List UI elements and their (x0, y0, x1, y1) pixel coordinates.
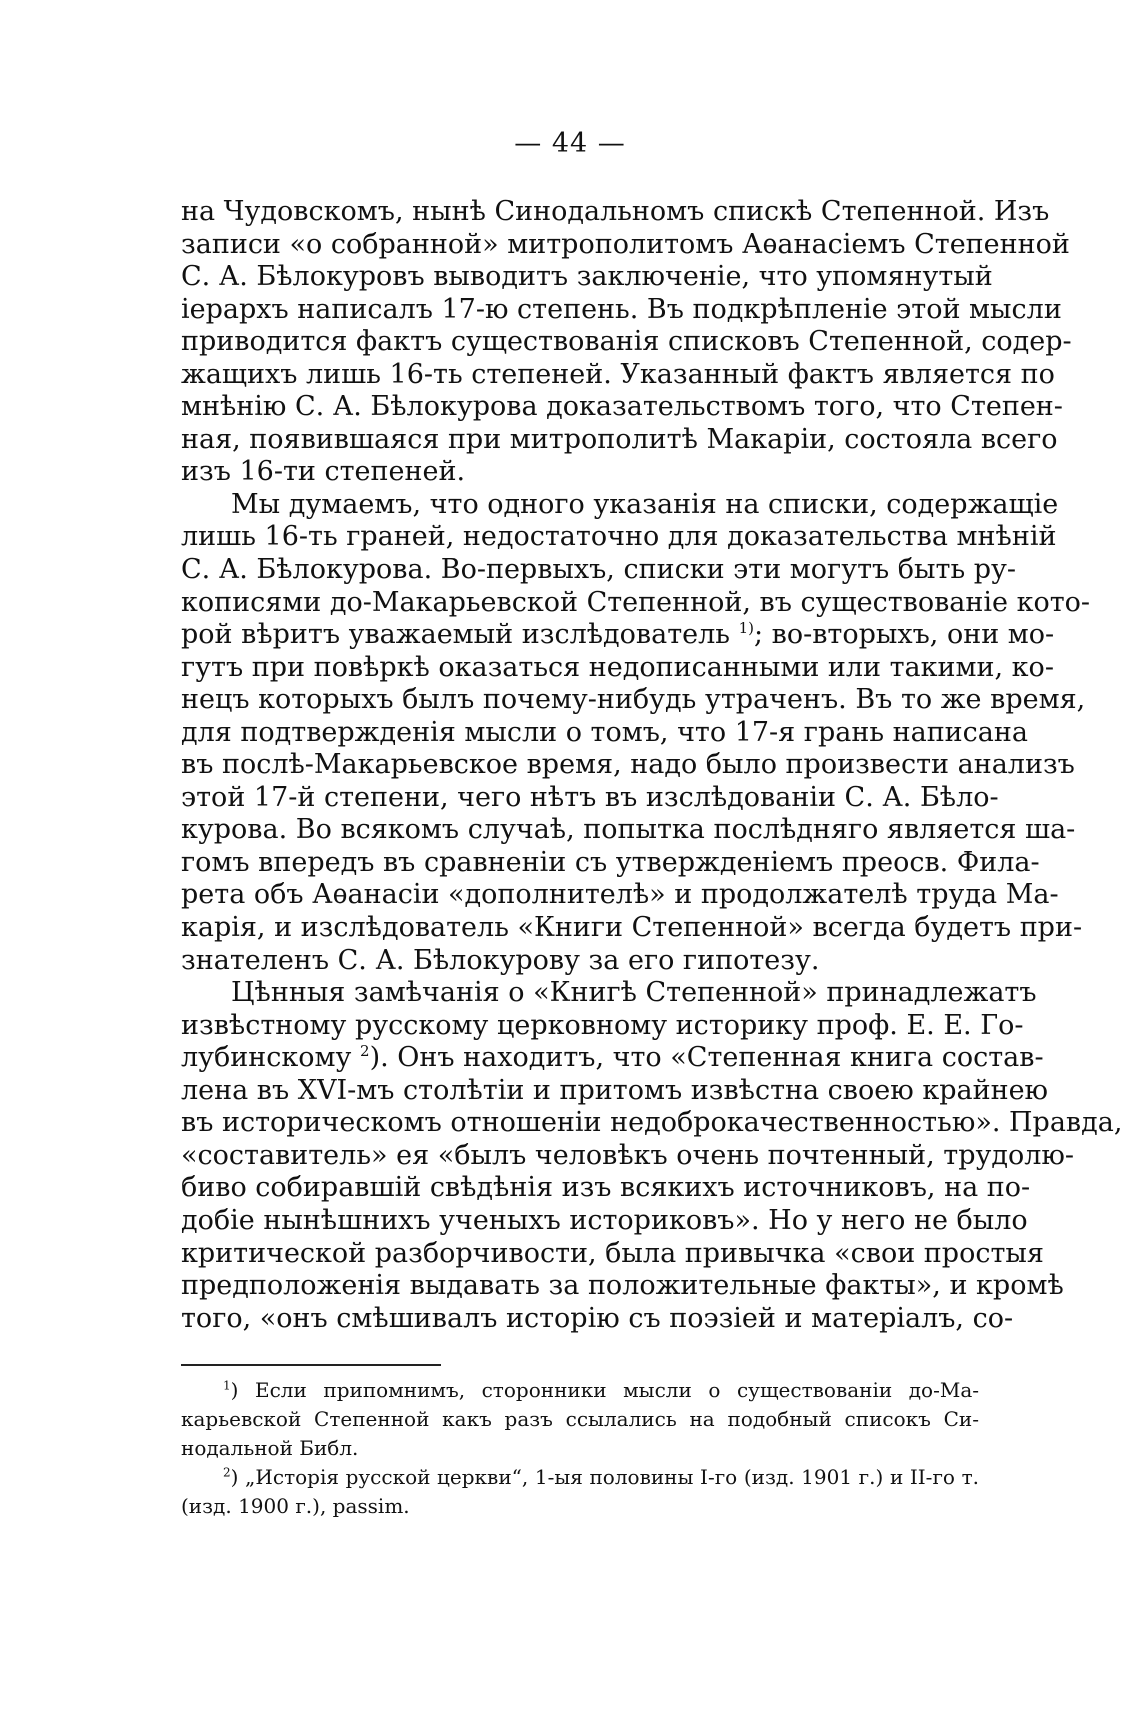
text-line: того, «онъ смѣшивалъ исторію съ поэзіей и матеріалъ, со- (181, 1302, 1014, 1334)
text-line: іерархъ написалъ 17-ю степень. Въ подкрѣпленіе этой мысли (181, 293, 1062, 325)
text-line: кописями до-Макарьевской Степенной, въ существованіе кото- (181, 586, 1091, 618)
footnote-2 (181, 1463, 979, 1492)
text-line: предположенія выдавать за положительные факты», и кромѣ (181, 1270, 1064, 1302)
footnote-mark-1: 1 (223, 1378, 231, 1393)
text-line: Мы думаемъ, что одного указанія на списки, содержащіе (231, 488, 1059, 520)
text-line: лишь 16-ть граней, недостаточно для доказательства мнѣній (181, 521, 1057, 553)
text-line: гомъ впередъ въ сравненіи съ утвержденіемъ преосв. Фила- (181, 846, 1040, 878)
text-line: биво собиравшій свѣдѣнія изъ всякихъ источниковъ, на по- (181, 1172, 1031, 1204)
footnote-1 (181, 1376, 979, 1405)
text-line: С. А. Бѣлокуровъ выводитъ заключеніе, что упомянутый (181, 261, 993, 293)
text-line: нецъ которыхъ былъ почему-нибудь утраченъ. Въ то же время, (181, 684, 1086, 716)
text-line: приводится фактъ существованія списковъ Степенной, содер- (181, 326, 1072, 358)
text-line: лена въ XVI-мъ столѣтіи и притомъ извѣстна своею крайнею (181, 1074, 1049, 1106)
text-line: записи «о собранной» митрополитомъ Аѳанасіемъ Степенной (181, 228, 1070, 260)
text-line: «составитель» ея «былъ человѣкъ очень почтенный, трудолю- (181, 1139, 1075, 1171)
text-line: курова. Во всякомъ случаѣ, попытка послѣдняго является ша- (181, 814, 1076, 846)
text-segment: ; во-вторыхъ, они мо- (753, 619, 1055, 651)
footnote-text: ) „Исторія русской церкви“, 1-ыя половины I-го (изд. 1901 г.) и II-го т. (230, 1465, 979, 1489)
text-line: С. А. Бѣлокурова. Во-первыхъ, списки эти могутъ быть ру- (181, 554, 1017, 586)
footnote-line: нодальной Библ. (181, 1436, 359, 1460)
text-segment: ). Онъ находитъ, что «Степенная книга состав- (369, 1042, 1044, 1074)
footnote-mark-2: 2 (223, 1465, 231, 1480)
text-line-with-footnote-ref (181, 619, 1055, 652)
text-line: знателенъ С. А. Бѣлокурову за его гипотезу. (181, 944, 820, 976)
text-segment: рой вѣритъ уважаемый изслѣдователь (181, 619, 730, 651)
main-text (181, 196, 1123, 1335)
text-line-with-footnote-ref (181, 1042, 1044, 1075)
text-line: этой 17-й степени, чего нѣтъ въ изслѣдованіи С. А. Бѣло- (181, 781, 999, 813)
footnote-ref-2[interactable]: 2 (360, 1042, 370, 1061)
footnote-ref-1[interactable]: 1) (738, 619, 754, 638)
text-line: изъ 16-ти степеней. (181, 456, 466, 488)
page-number: — 44 — (514, 128, 626, 159)
footnote-line: (изд. 1900 г.), passim. (181, 1494, 410, 1518)
text-line: извѣстному русскому церковному историку проф. Е. Е. Го- (181, 1009, 1024, 1041)
text-line: гутъ при повѣркѣ оказаться недописанными или такими, ко- (181, 651, 1054, 683)
text-line: рета объ Аѳанасіи «дополнителѣ» и продолжателѣ труда Ма- (181, 879, 1059, 911)
text-line: въ историческомъ отношеніи недоброкачественностью». Правда, (181, 1107, 1123, 1139)
text-line: Цѣнныя замѣчанія о «Книгѣ Степенной» принадлежатъ (231, 977, 1037, 1009)
text-line: для подтвержденія мысли о томъ, что 17-я грань написана (181, 716, 1028, 748)
text-line: жащихъ лишь 16-ть степеней. Указанный фактъ является по (181, 358, 1055, 390)
text-line: ная, появившаяся при митрополитѣ Макаріи, состояла всего (181, 423, 1058, 455)
footnote-text: ) Если припомнимъ, сторонники мысли о существованіи до-Ма- (230, 1378, 979, 1402)
footnote-divider (181, 1364, 441, 1366)
text-line: карія, и изслѣдователь «Книги Степенной» всегда будетъ при- (181, 912, 1083, 944)
text-line: на Чудовскомъ, нынѣ Синодальномъ спискѣ Степенной. Изъ (181, 196, 1050, 227)
footnote-line: карьевской Степенной какъ разъ ссылались на подобный списокъ Си- (181, 1407, 979, 1431)
text-line: въ послѣ-Макарьевское время, надо было произвести анализъ (181, 749, 1075, 781)
text-line: добіе нынѣшнихъ ученыхъ историковъ». Но у него не было (181, 1204, 1028, 1236)
footnotes (181, 1376, 979, 1521)
text-line: критической разборчивости, была привычка «свои простыя (181, 1237, 1044, 1269)
text-segment: лубинскому (181, 1042, 352, 1074)
text-line: мнѣнію С. А. Бѣлокурова доказательствомъ того, что Степен- (181, 391, 1063, 423)
